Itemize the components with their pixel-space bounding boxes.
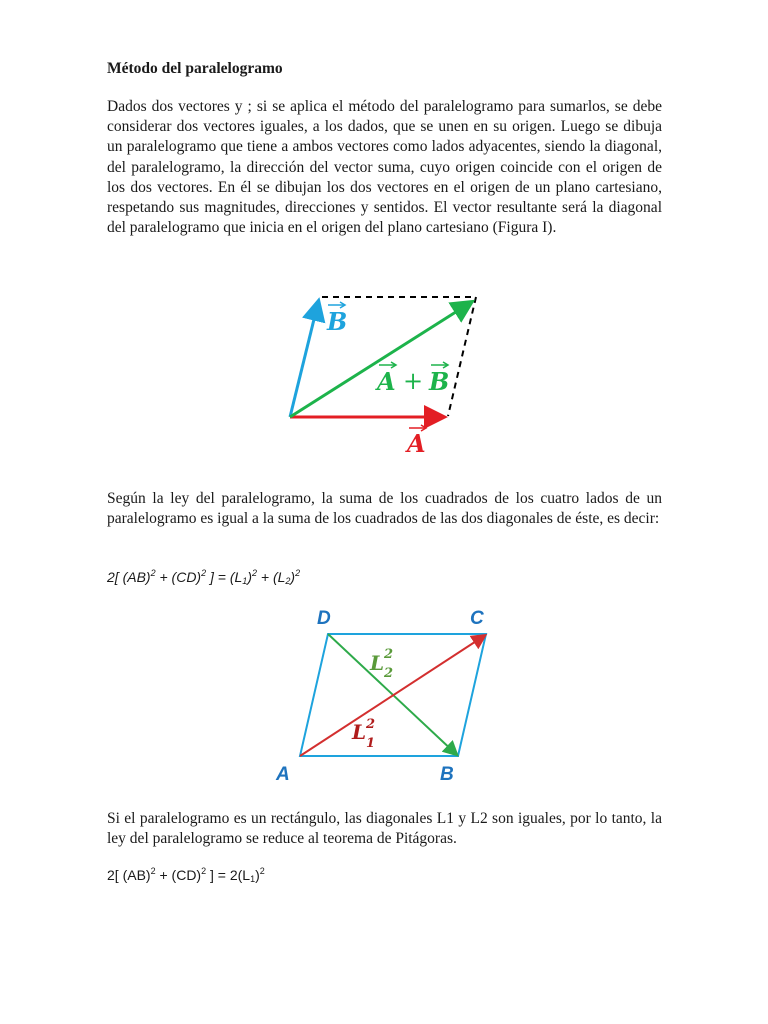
- label-a-text: A: [407, 429, 426, 458]
- l1-letter: L: [352, 720, 367, 744]
- formula2-part: 2[ (AB): [107, 867, 151, 883]
- label-sum-plus: +: [403, 367, 424, 395]
- vector-sum-figure: [280, 285, 490, 460]
- law-paragraph: Según la ley del paralelogramo, la suma de los cuadrados de los cuatro lados de un paralelogramo es igual a la suma de los cuadrados de las dos diagonales de éste, es decir:: [107, 490, 662, 528]
- formula1-exp: 2: [251, 568, 257, 578]
- label-b: [326, 302, 347, 336]
- formula1-part: ): [290, 569, 296, 585]
- formula2-exp: 2: [201, 866, 207, 876]
- rectangle-paragraph: Si el paralelogramo es un rectángulo, las diagonales L1 y L2 son iguales, por lo tanto, la ley del paralelogramo se reduce al teorema de Pitágoras.: [107, 810, 662, 848]
- formula1-exp: 2: [295, 568, 301, 578]
- vertex-b: B: [440, 764, 454, 785]
- l1-sup: 2: [366, 717, 376, 732]
- parallelogram-diagonals-figure: [270, 600, 500, 790]
- l2-sup: 2: [384, 647, 394, 662]
- l1-sub: 1: [366, 736, 376, 751]
- label-b-text: B: [327, 307, 348, 336]
- formula1-part: + (CD): [155, 569, 202, 585]
- label-sum-a: A: [377, 367, 396, 396]
- formula2-part: ): [255, 867, 260, 883]
- formula1-exp: 2: [201, 568, 207, 578]
- l2-letter: L: [370, 651, 385, 675]
- formula1-part: ] = (L: [206, 569, 243, 585]
- formula1-sub: 1: [242, 576, 248, 586]
- label-a: [405, 425, 426, 458]
- vertex-a: A: [276, 764, 290, 785]
- formula-pythagoras: [107, 866, 265, 884]
- formula1-part: + (L: [257, 569, 286, 585]
- formula1-sub: 2: [285, 576, 291, 586]
- intro-paragraph: Dados dos vectores y ; si se aplica el método del paralelogramo para sumarlos, se debe considerar dos vectores iguales, a los dados, que se unen en su origen. Luego se dibuja un paralelogramo que tiene a ambos vectores como lados adyacentes, siendo la diagonal, del paralelogramo, la dirección del vector suma, cuyo origen coincide con el origen de los dos vectores. En él se dibujan los dos vectores en el origen de un plano cartesiano, respetando sus magnitudes, direcciones y sentidos. El vector resultante será la diagonal del paralelogramo que inicia en el origen del plano cartesiano (Figura I).: [107, 98, 662, 237]
- label-sum: [375, 362, 449, 396]
- label-l1-squared: [351, 717, 375, 751]
- formula2-part: ] = 2(L: [206, 867, 251, 883]
- formula2-part: + (CD): [155, 867, 202, 883]
- formula1-part: ): [247, 569, 252, 585]
- formula-parallelogram-law: [107, 568, 300, 586]
- label-sum-b: B: [429, 367, 450, 396]
- formula1-exp: 2: [150, 568, 156, 578]
- section-title: Método del paralelogramo: [107, 60, 283, 77]
- formula1-part: 2[ (AB): [107, 569, 151, 585]
- formula2-exp: 2: [259, 866, 265, 876]
- vertex-d: D: [317, 608, 331, 629]
- vector-sum: [290, 303, 470, 417]
- l2-sub: 2: [384, 666, 394, 681]
- formula2-sub: 1: [250, 874, 256, 884]
- vertex-c: C: [470, 608, 484, 629]
- vector-b: [290, 303, 318, 417]
- formula2-exp: 2: [150, 866, 156, 876]
